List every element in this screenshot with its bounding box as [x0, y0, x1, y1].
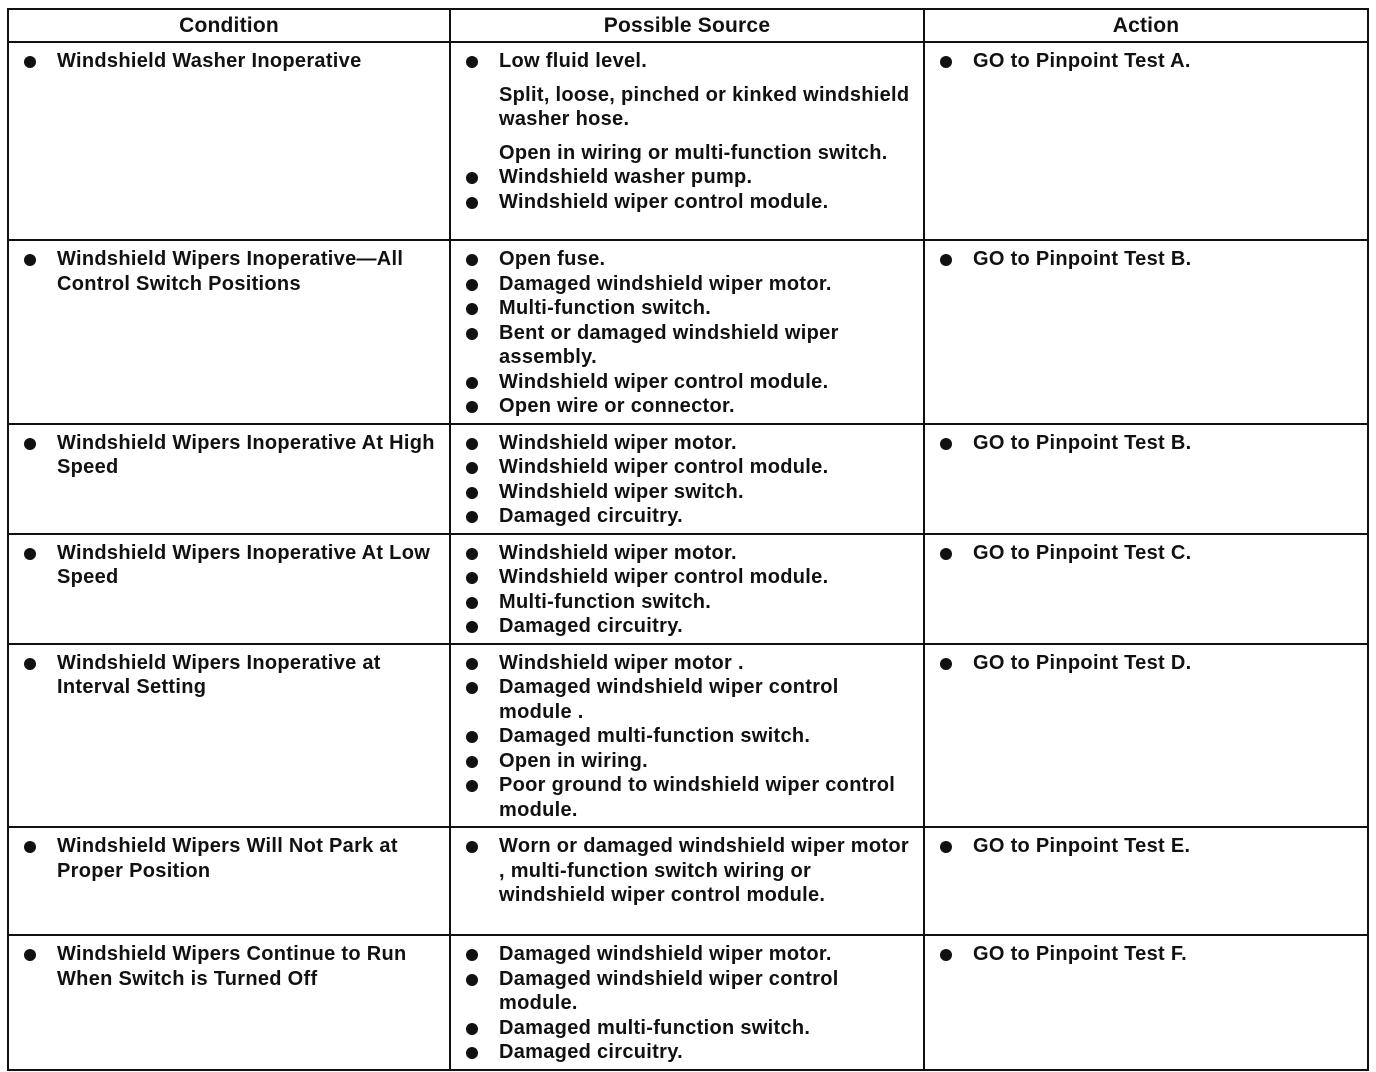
source-item: Damaged windshield wiper motor.: [459, 942, 915, 967]
action-cell: [924, 424, 1368, 534]
source-item: Multi-function switch.: [459, 590, 915, 615]
source-item: Windshield wiper switch.: [459, 480, 915, 505]
source-cell: [450, 827, 924, 935]
condition-text: Windshield Wipers Inoperative At Low Speed: [17, 541, 441, 590]
header-action: Action: [924, 9, 1368, 42]
table-row: [8, 240, 1368, 424]
table-row: [8, 827, 1368, 935]
diagnosis-table: [7, 8, 1369, 1071]
source-item: Low fluid level.: [459, 49, 915, 74]
action-text: GO to Pinpoint Test A.: [933, 49, 1359, 74]
action-cell: [924, 935, 1368, 1070]
source-cell: [450, 42, 924, 240]
source-item: Damaged multi-function switch.: [459, 1016, 915, 1041]
action-cell: [924, 644, 1368, 828]
source-item: Worn or damaged windshield wiper motor , multi-function switch wiring or windshield wiper control module.: [459, 834, 915, 908]
condition-cell: [8, 42, 450, 240]
source-item: Windshield wiper motor.: [459, 541, 915, 566]
condition-cell: [8, 935, 450, 1070]
header-condition: Condition: [8, 9, 450, 42]
condition-cell: [8, 534, 450, 644]
condition-text: Windshield Washer Inoperative: [17, 49, 441, 74]
source-item: Damaged windshield wiper control module .: [459, 675, 915, 724]
source-cell: [450, 534, 924, 644]
action-text: GO to Pinpoint Test E.: [933, 834, 1359, 859]
table-row: [8, 644, 1368, 828]
condition-cell: [8, 424, 450, 534]
condition-cell: [8, 827, 450, 935]
source-cell: [450, 644, 924, 828]
source-item: Windshield wiper control module.: [459, 455, 915, 480]
condition-text: Windshield Wipers Continue to Run When Switch is Turned Off: [17, 942, 441, 991]
source-item: Multi-function switch.: [459, 296, 915, 321]
source-cell: [450, 240, 924, 424]
action-text: GO to Pinpoint Test D.: [933, 651, 1359, 676]
source-item: Windshield wiper control module.: [459, 565, 915, 590]
source-item: Open in wiring or multi-function switch.: [499, 141, 888, 164]
action-text: GO to Pinpoint Test B.: [933, 431, 1359, 456]
action-cell: [924, 240, 1368, 424]
table-row: [8, 935, 1368, 1070]
source-item: Damaged windshield wiper motor.: [459, 272, 915, 297]
source-item: Damaged multi-function switch.: [459, 724, 915, 749]
source-item: Damaged circuitry.: [459, 1040, 915, 1065]
source-item: Windshield wiper control module.: [459, 190, 915, 215]
source-item: Damaged circuitry.: [459, 504, 915, 529]
table-row: [8, 424, 1368, 534]
action-cell: [924, 827, 1368, 935]
condition-cell: [8, 644, 450, 828]
source-cell: [450, 935, 924, 1070]
action-cell: [924, 42, 1368, 240]
source-item: Split, loose, pinched or kinked windshield washer hose.: [499, 83, 910, 130]
table-row: [8, 534, 1368, 644]
condition-cell: [8, 240, 450, 424]
source-item: Windshield wiper motor.: [459, 431, 915, 456]
action-cell: [924, 534, 1368, 644]
table-row: [8, 42, 1368, 240]
action-text: GO to Pinpoint Test B.: [933, 247, 1359, 272]
action-text: GO to Pinpoint Test F.: [933, 942, 1359, 967]
source-item: Damaged circuitry.: [459, 614, 915, 639]
source-item: Windshield washer pump.: [459, 165, 915, 190]
condition-text: Windshield Wipers Will Not Park at Proper Position: [17, 834, 441, 883]
action-text: GO to Pinpoint Test C.: [933, 541, 1359, 566]
header-row: [8, 9, 1368, 42]
source-item: Bent or damaged windshield wiper assembly.: [459, 321, 915, 370]
source-item: Poor ground to windshield wiper control module.: [459, 773, 915, 822]
source-cell: [450, 424, 924, 534]
source-item: Open in wiring.: [459, 749, 915, 774]
source-item: Open fuse.: [459, 247, 915, 272]
header-possible-source: Possible Source: [450, 9, 924, 42]
source-item: Open wire or connector.: [459, 394, 915, 419]
condition-text: Windshield Wipers Inoperative—All Control Switch Positions: [17, 247, 441, 296]
condition-text: Windshield Wipers Inoperative at Interval Setting: [17, 651, 441, 700]
source-item: Windshield wiper motor .: [459, 651, 915, 676]
condition-text: Windshield Wipers Inoperative At High Speed: [17, 431, 441, 480]
source-item: Damaged windshield wiper control module.: [459, 967, 915, 1016]
source-item: Windshield wiper control module.: [459, 370, 915, 395]
